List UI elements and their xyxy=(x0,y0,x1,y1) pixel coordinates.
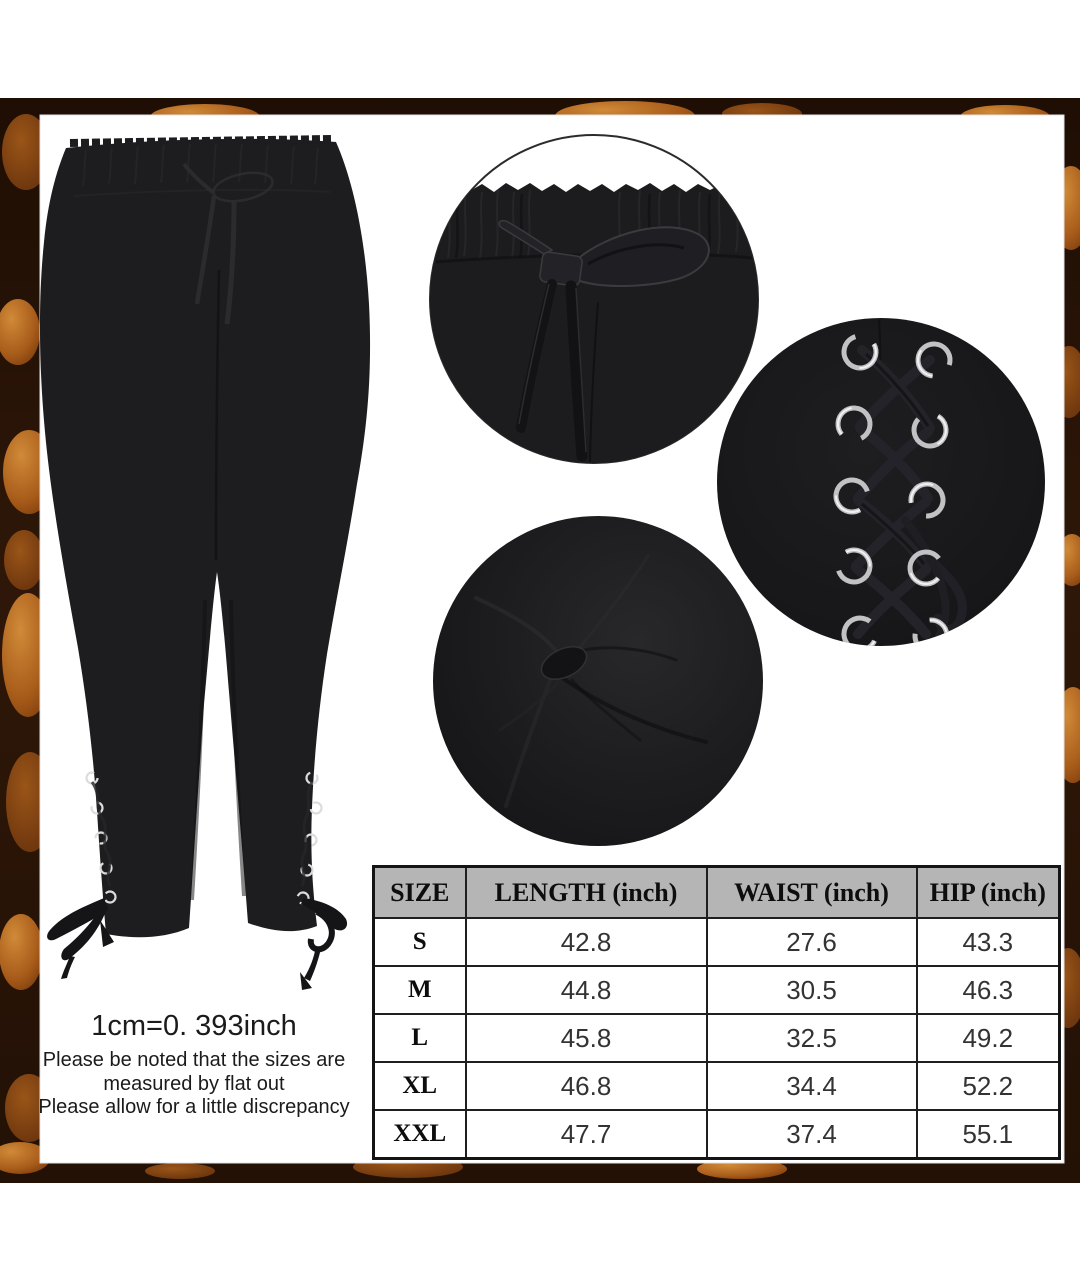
note-line-3: Please allow for a little discrepancy xyxy=(38,1096,350,1118)
waist-value: 30.5 xyxy=(707,966,917,1014)
size-label: L xyxy=(374,1014,466,1062)
fabric-detail-circle xyxy=(433,516,763,846)
unit-conversion-text: 1cm=0. 393inch xyxy=(91,1010,297,1042)
size-row-m xyxy=(374,966,1060,1014)
size-chart-table xyxy=(372,865,1061,1160)
size-row-l xyxy=(374,1014,1060,1062)
size-chart-header-row xyxy=(374,867,1060,919)
waist-value: 32.5 xyxy=(707,1014,917,1062)
hip-value: 46.3 xyxy=(917,966,1060,1014)
hip-value: 49.2 xyxy=(917,1014,1060,1062)
waist-value: 27.6 xyxy=(707,918,917,966)
size-row-s xyxy=(374,918,1060,966)
col-header-length: LENGTH (inch) xyxy=(466,867,707,919)
waist-value: 37.4 xyxy=(707,1110,917,1159)
col-header-size: SIZE xyxy=(374,867,466,919)
col-header-hip: HIP (inch) xyxy=(917,867,1060,919)
size-row-xxl xyxy=(374,1110,1060,1159)
note-line-2: measured by flat out xyxy=(103,1072,285,1095)
note-line-1: Please be noted that the sizes are xyxy=(42,1049,346,1071)
col-header-waist: WAIST (inch) xyxy=(707,867,917,919)
length-value: 46.8 xyxy=(466,1062,707,1110)
hip-value: 43.3 xyxy=(917,918,1060,966)
size-label: XXL xyxy=(374,1110,466,1159)
size-label: S xyxy=(374,918,466,966)
size-label: XL xyxy=(374,1062,466,1110)
length-value: 47.7 xyxy=(466,1110,707,1159)
size-row-xl xyxy=(374,1062,1060,1110)
length-value: 44.8 xyxy=(466,966,707,1014)
hip-value: 55.1 xyxy=(917,1110,1060,1159)
hip-value: 52.2 xyxy=(917,1062,1060,1110)
size-label: M xyxy=(374,966,466,1014)
length-value: 42.8 xyxy=(466,918,707,966)
waist-value: 34.4 xyxy=(707,1062,917,1110)
size-notes xyxy=(8,1008,380,1120)
length-value: 45.8 xyxy=(466,1014,707,1062)
